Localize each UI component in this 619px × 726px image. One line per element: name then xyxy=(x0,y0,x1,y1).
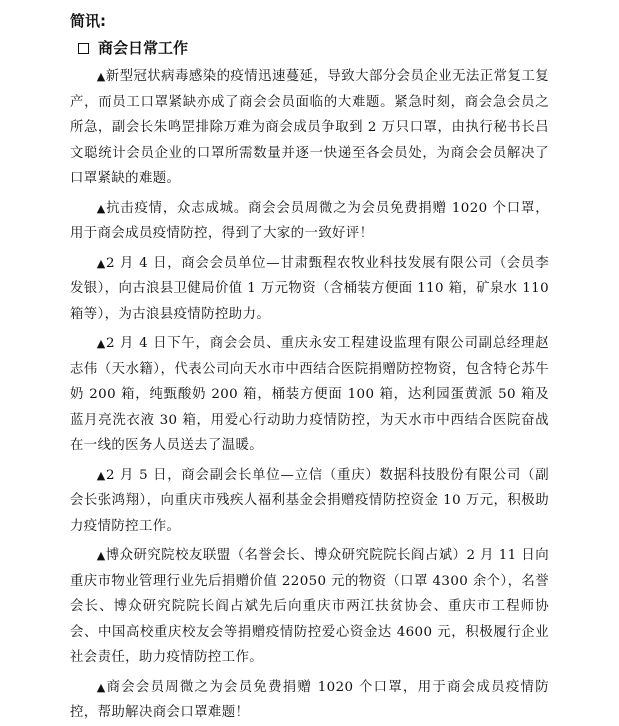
news-paragraph-5: ▲2 月 5 日，商会副会长单位—立信（重庆）数据科技股份有限公司（副会长张鸿翔），向重庆市残疾人福利基金会捐赠疫情防控资金 10 万元，积极助力疫情防控工作。 xyxy=(70,467,549,534)
triangle-bullet-icon: ▲ xyxy=(96,549,106,562)
news-paragraph-6: ▲博众研究院校友联盟（名誉会长、博众研究院院长阎占斌）2 月 11 日向重庆市物业管理行业先后捐赠价值 22050 元的物资（口罩 4300 余个），名誉会长、博众研究院院长阎占斌先后向重庆市两江扶贫协会、重庆市工程师协会、中国高校重庆校友会等捐赠疫情防控爱心资金达 4600 元，积极履行企业社会责任，助力疫情防控工作。 xyxy=(70,548,549,665)
news-paragraph-2: ▲抗击疫情，众志成城。商会会员周微之为会员免费捐赠 1020 个口罩，用于商会成员疫情防控，得到了大家的一致好评！ xyxy=(70,200,549,241)
triangle-bullet-icon: ▲ xyxy=(96,201,107,215)
page-title: 简讯: xyxy=(70,12,106,30)
news-paragraph-1: ▲新型冠状病毒感染的疫情迅速蔓延，导致大部分会员企业无法正常复工复产，而员工口罩紧缺亦成了商会会员面临的大难题。紧急时刻，商会急会员之所急，副会长朱鸣罡排除万难为商会成员争取到 2 万只口罩，由执行秘书长吕文聪统计会员企业的口罩所需数量并逐一快递至各会员处，为商会会员解决了口罩紧缺的难题。 xyxy=(70,69,549,186)
checkbox-icon xyxy=(78,43,89,54)
triangle-bullet-icon: ▲ xyxy=(96,337,107,350)
news-paragraph-4: ▲2 月 4 日下午，商会会员、重庆永安工程建设监理有限公司副总经理赵志伟（天水籍），代表公司向天水市中西结合医院捐赠防控物资，包含特仑苏牛奶 200 箱，纯甄酸奶 200 箱，桶装方便面 100 箱，达利园蛋黄派 50 箱及蓝月亮洗衣液 30 箱，用爱心行动助力疫情防控，为天水市中西结合医院奋战在一线的医务人员送去了温暖。 xyxy=(70,336,549,453)
triangle-bullet-icon: ▲ xyxy=(96,468,107,482)
news-paragraph-7: ▲商会会员周微之为会员免费捐赠 1020 个口罩，用于商会成员疫情防控，帮助解决商会口罩难题！ xyxy=(70,679,549,720)
triangle-bullet-icon: ▲ xyxy=(96,70,106,83)
triangle-bullet-icon: ▲ xyxy=(96,680,107,694)
section-title: 商会日常工作 xyxy=(98,39,189,57)
triangle-bullet-icon: ▲ xyxy=(96,256,107,270)
section-heading xyxy=(78,36,549,60)
news-paragraph-3: ▲2 月 4 日，商会会员单位—甘肃甄程农牧业科技发展有限公司（会员李发银），向古浪县卫健局价值 1 万元物资（含桶装方便面 110 箱，矿泉水 110 箱等），为古浪县疫情防控助力。 xyxy=(70,255,549,322)
